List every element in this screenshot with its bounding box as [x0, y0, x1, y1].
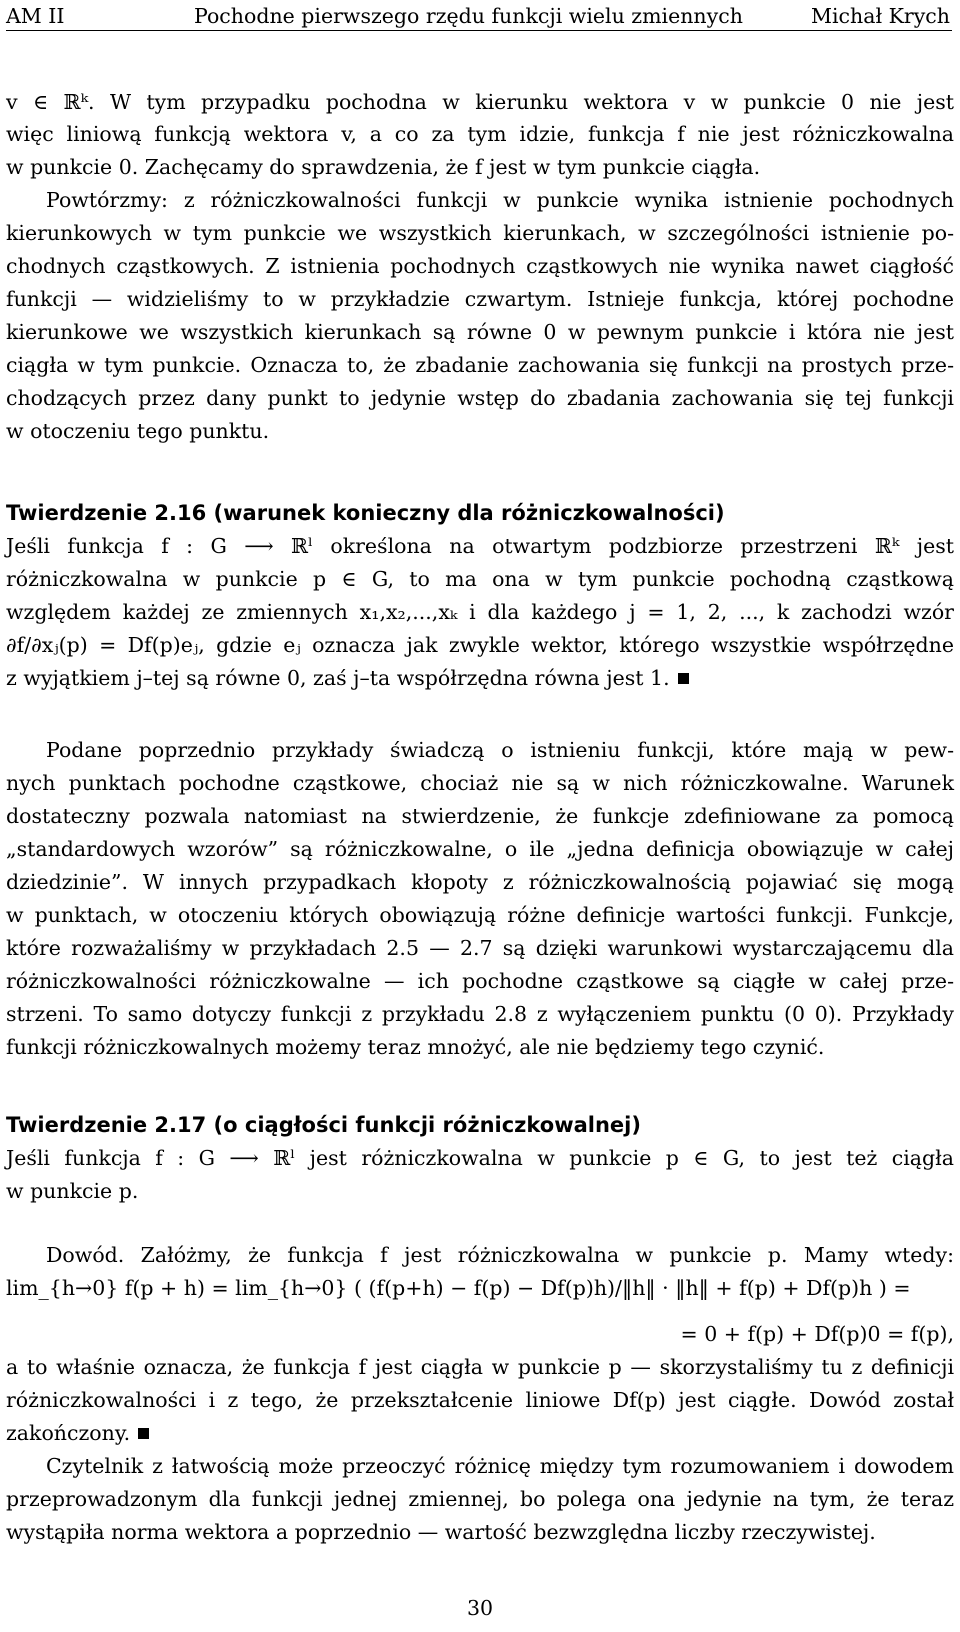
text-line: Czytelnik z łatwością może przeoczyć różnicę między tym rozumowaniem i dowodem: [46, 1454, 954, 1478]
qed-square-icon: [138, 1428, 149, 1439]
text-line: kierunkowych w tym punkcie we wszystkich kierunkach, w szczególności istnienie po-: [6, 221, 954, 245]
proof-line-text: zakończony.: [6, 1421, 131, 1445]
text-line: w punktach, w otoczeniu których obowiązują różne definicje wartości funkcji. Funkcje,: [6, 903, 954, 927]
text-line: funkcji różniczkowalnych możemy teraz mnożyć, ale nie będziemy tego czynić.: [6, 1035, 825, 1059]
proof-equation: lim_{h→0} f(p + h) = lim_{h→0} ( (f(p+h) − f(p) − Df(p)h)/‖h‖ · ‖h‖ + f(p) + Df(p)h ) =: [6, 1276, 911, 1300]
header-chapter-title: Pochodne pierwszego rzędu funkcji wielu zmiennych: [194, 4, 743, 28]
text-line: w punkcie 0. Zachęcamy do sprawdzenia, że f jest w tym punkcie ciągła.: [6, 155, 761, 179]
theorem-line: Jeśli funkcja f : G ⟶ ℝˡ określona na otwartym podzbiorze przestrzeni ℝᵏ jest: [6, 534, 954, 558]
text-line: chodzących przez dany punkt to jedynie wstęp do zbadania zachowania się tej funkcji: [6, 386, 954, 410]
theorem-line: ∂f/∂xⱼ(p) = Df(p)eⱼ, gdzie eⱼ oznacza jak zwykle wektor, którego wszystkie współrzędne: [6, 633, 954, 657]
text-line: które rozważaliśmy w przykładach 2.5 — 2.7 są dzięki warunkowi wystarczającemu dla: [6, 936, 954, 960]
text-line: ciągła w tym punkcie. Oznacza to, że zbadanie zachowania się funkcji na prostych prze-: [6, 353, 954, 377]
page-number: 30: [466, 1596, 494, 1620]
text-line: nych punktach pochodne cząstkowe, chociaż nie są w nich różniczkowalne. Warunek: [6, 771, 954, 795]
text-line: dostateczny pozwala natomiast na stwierdzenie, że funkcje zdefiniowane za pomocą: [6, 804, 954, 828]
text-line: więc liniową funkcją wektora v, a co za tym idzie, funkcja f nie jest różniczkowalna: [6, 122, 954, 146]
header-author: Michał Krych: [811, 4, 950, 28]
proof-equation-continued: = 0 + f(p) + Df(p)0 = f(p),: [680, 1322, 954, 1346]
text-line: chodnych cząstkowych. Z istnienia pochodnych cząstkowych nie wynika nawet ciągłość: [6, 254, 954, 278]
theorem-line: Jeśli funkcja f : G ⟶ ℝˡ jest różniczkowalna w punkcie p ∈ G, to jest też ciągła: [6, 1146, 954, 1170]
proof-line-final: [6, 1416, 954, 1450]
qed-square-icon: [678, 673, 689, 684]
text-line: wystąpiła norma wektora a poprzednio — wartość bezwzględna liczby rzeczywistej.: [6, 1520, 876, 1544]
proof-line: Dowód. Załóżmy, że funkcja f jest różniczkowalna w punkcie p. Mamy wtedy:: [46, 1243, 954, 1267]
header-course: AM II: [6, 4, 65, 28]
theorem-line: w punkcie p.: [6, 1179, 139, 1203]
text-line: Podane poprzednio przykłady świadczą o istnieniu funkcji, które mają w pew-: [46, 738, 954, 762]
text-line: v ∈ ℝᵏ. W tym przypadku pochodna w kierunku wektora v w punkcie 0 nie jest: [6, 90, 954, 114]
proof-line: różniczkowalności i z tego, że przekształcenie liniowe Df(p) jest ciągłe. Dowód został: [6, 1388, 954, 1412]
theorem-2-17-heading: Twierdzenie 2.17 (o ciągłości funkcji różniczkowalnej): [6, 1113, 641, 1137]
text-line: w otoczeniu tego punktu.: [6, 419, 270, 443]
text-line: przeprowadzonym dla funkcji jednej zmiennej, bo polega ona jedynie na tym, że teraz: [6, 1487, 954, 1511]
text-line: Powtórzmy: z różniczkowalności funkcji w punkcie wynika istnienie pochodnych: [46, 188, 954, 212]
text-line: strzeni. To samo dotyczy funkcji z przykładu 2.8 z wyłączeniem punktu (0 0). Przykłady: [6, 1002, 954, 1026]
text-line: różniczkowalności różniczkowalne — ich pochodne cząstkowe są ciągłe w całej prze-: [6, 969, 954, 993]
running-header: [6, 4, 952, 31]
theorem-line-text: z wyjątkiem j–tej są równe 0, zaś j–ta współrzędna równa jest 1.: [6, 666, 670, 690]
theorem-2-16-heading: Twierdzenie 2.16 (warunek konieczny dla różniczkowalności): [6, 501, 725, 525]
text-line: „standardowych wzorów” są różniczkowalne, o ile „jedna definicja obowiązuje w całej: [6, 837, 954, 861]
theorem-line: względem każdej ze zmiennych x₁,x₂,...,xₖ i dla każdego j = 1, 2, ..., k zachodzi wzór: [6, 600, 954, 624]
text-line: funkcji — widzieliśmy to w przykładzie czwartym. Istnieje funkcja, której pochodne: [6, 287, 954, 311]
theorem-line: różniczkowalna w punkcie p ∈ G, to ma ona w tym punkcie pochodną cząstkową: [6, 567, 954, 591]
text-line: dziedzinie”. W innych przypadkach kłopoty z różniczkowalnością pojawiać się mogą: [6, 870, 954, 894]
theorem-line-final: [6, 661, 954, 695]
text-line: kierunkowe we wszystkich kierunkach są równe 0 w pewnym punkcie i która nie jest: [6, 320, 954, 344]
proof-line: a to właśnie oznacza, że funkcja f jest ciągła w punkcie p — skorzystaliśmy tu z definicji: [6, 1355, 954, 1379]
